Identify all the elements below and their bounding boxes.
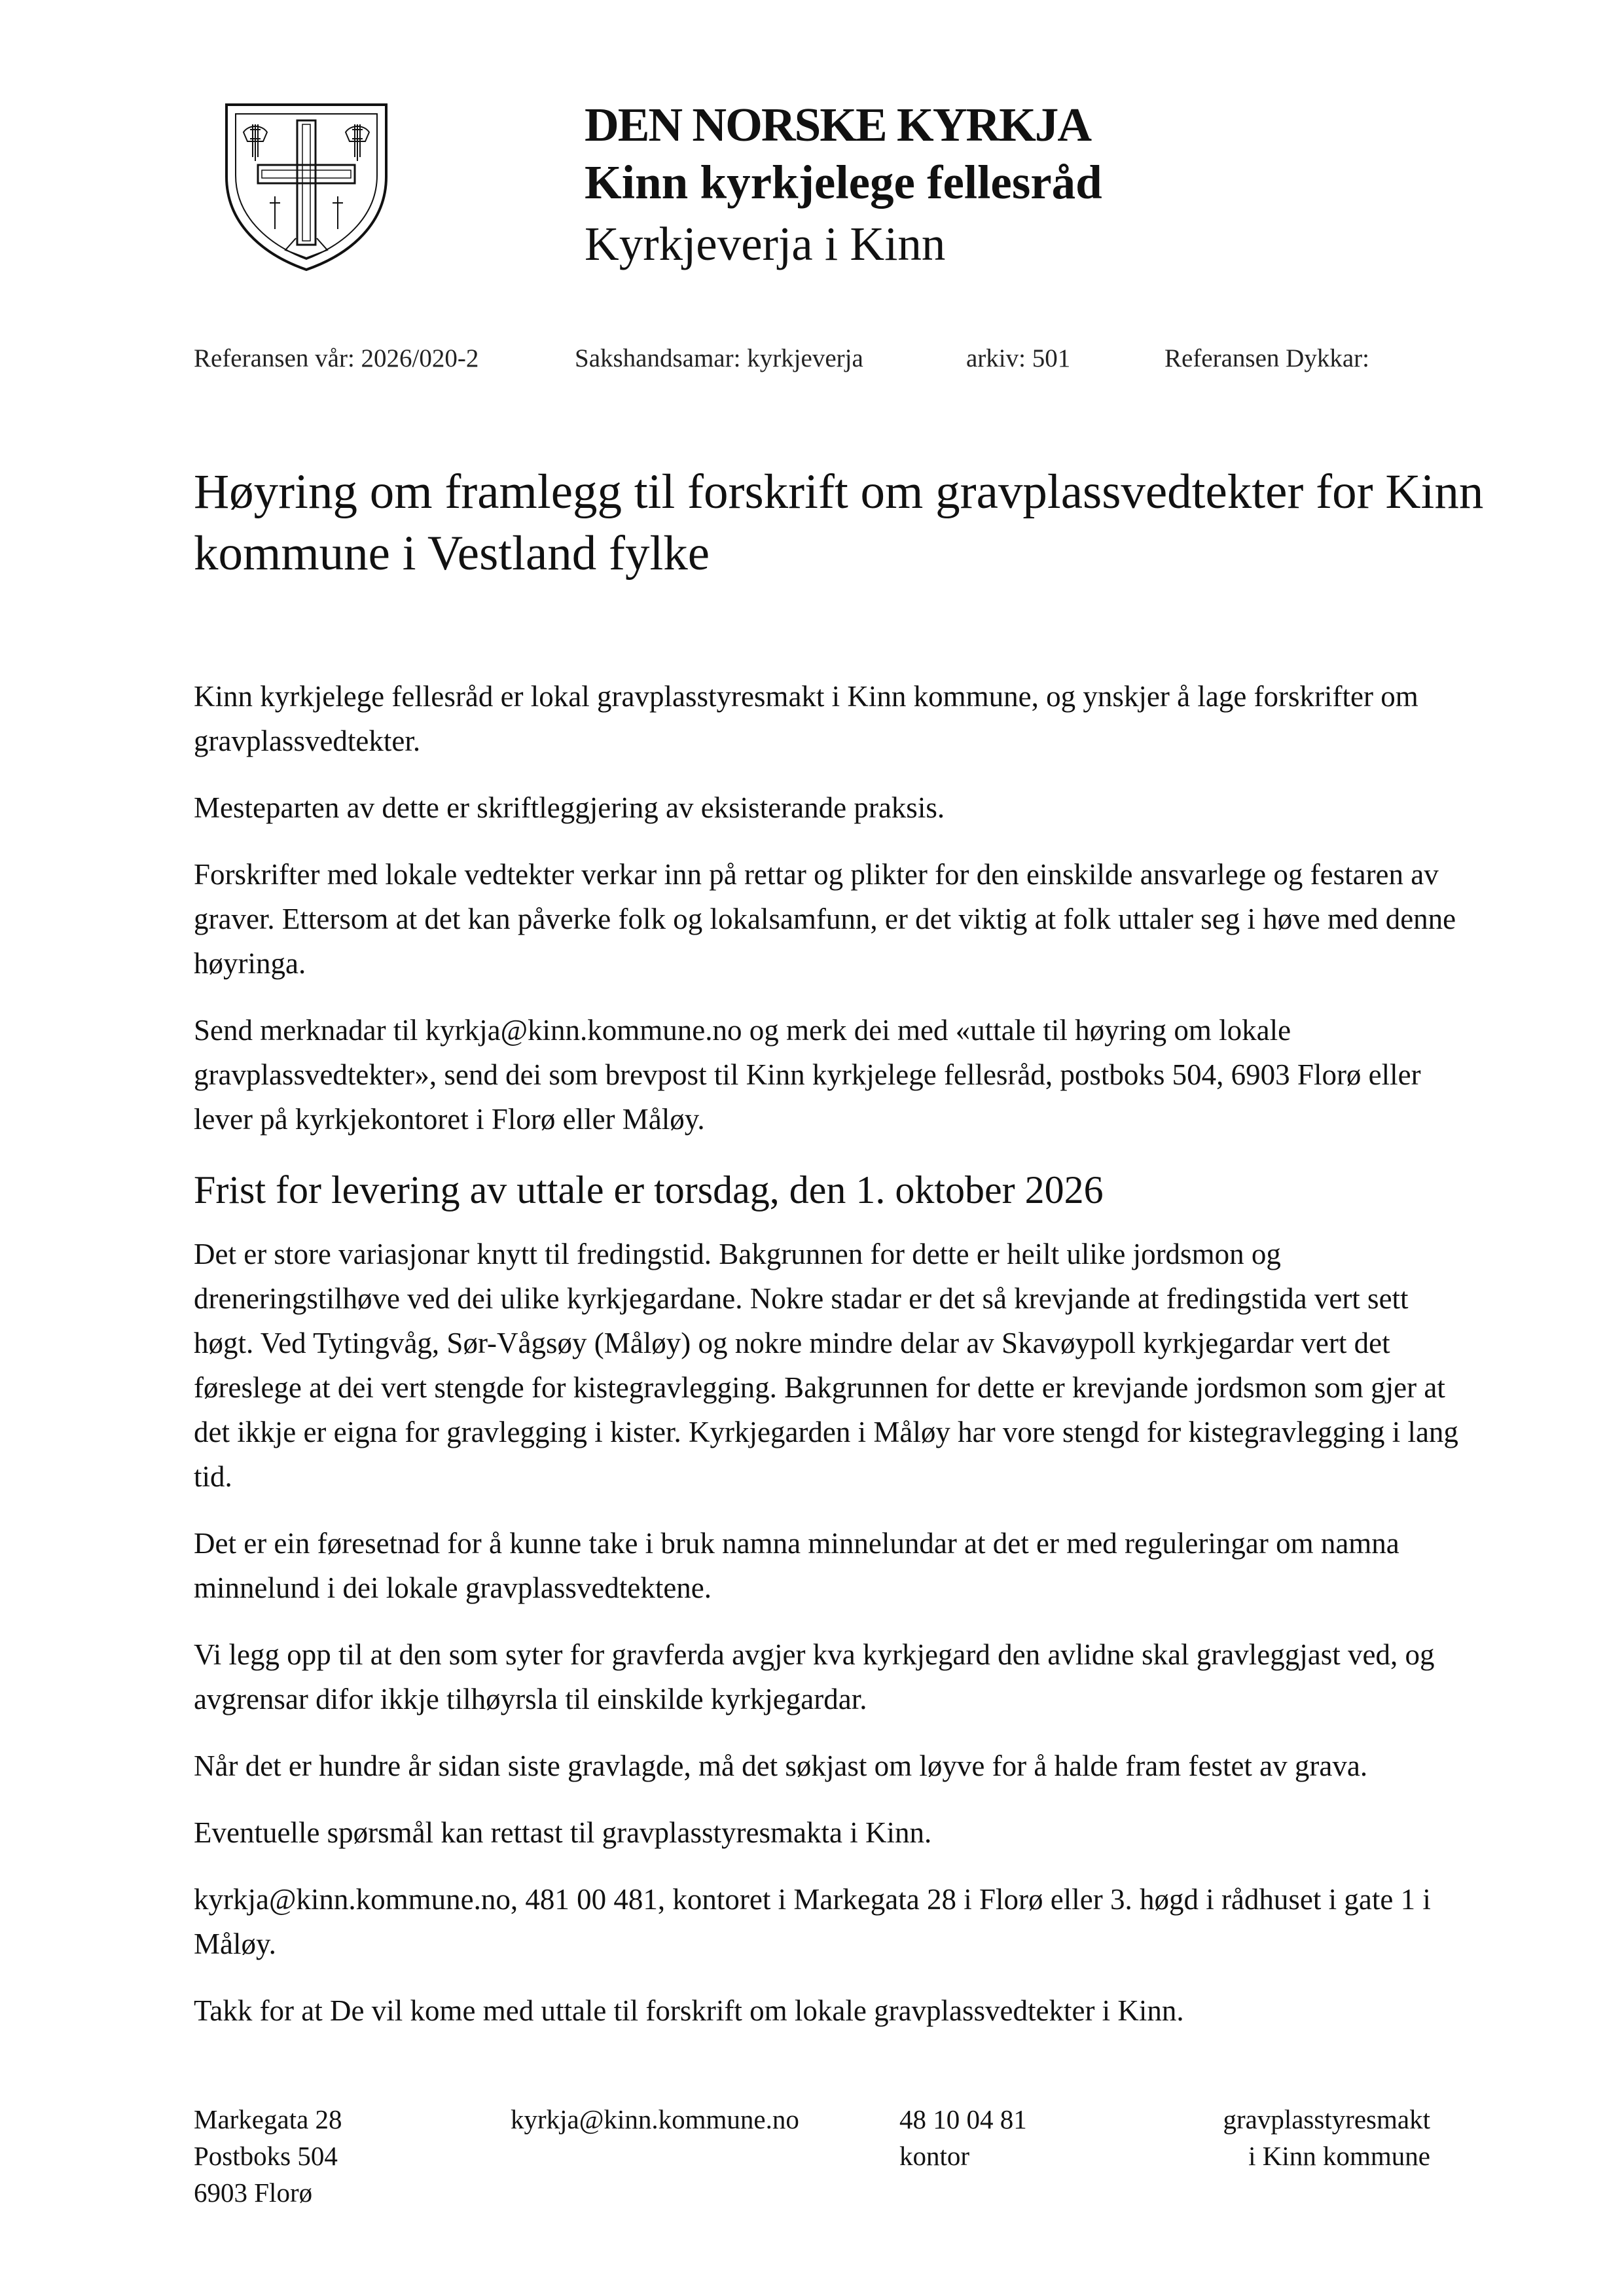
letter-body <box>194 674 1464 2055</box>
paragraph-thanks: Takk for at De vil kome med uttale til forskrift om lokale gravplassvedtekter i Kinn. <box>194 1994 1184 2027</box>
authority-line-2: i Kinn kommune <box>1248 2141 1430 2171</box>
org-header <box>585 98 1102 275</box>
council-name: Kinn kyrkjelege fellesråd <box>585 156 1102 209</box>
footer-authority <box>1223 2101 1430 2174</box>
office-name: Kyrkjeverja i Kinn <box>585 217 946 270</box>
footer-email: kyrkja@kinn.kommune.no <box>511 2104 799 2134</box>
org-name: DEN NORSKE KYRKJA <box>585 98 1091 151</box>
paragraph-rights: Forskrifter med lokale vedtekter verkar inn på rettar og plikter for den einskilde ansvarlege og festaren av graver. Ettersom at det kan påverke folk og lokalsamfunn, er det viktig at folk uttaler seg i høve med denne høyringa. <box>194 858 1456 980</box>
paragraph-questions: Eventuelle spørsmål kan rettast til gravplasstyresmakta i Kinn. <box>194 1816 932 1849</box>
page-title: Høyring om framlegg til forskrift om gravplassvedtekter for Kinn kommune i Vestland fylke <box>194 465 1484 581</box>
archive-number: arkiv: 501 <box>966 344 1071 372</box>
address-pobox: Postboks 504 <box>194 2141 338 2171</box>
address-street: Markegata 28 <box>194 2104 342 2134</box>
paragraph-peace-period: Det er store variasjonar knytt til fredingstid. Bakgrunnen for dette er heilt ulike jordsmon og dreneringstilhøve ved dei ulike kyrkjegardane. Nokre stadar er det så krevjande at fredingstida vert sett høgt. Ved Tytingvåg, Sør-Vågsøy (Måløy) og nokre mindre delar av Skavøypoll kyrkjegardar vert det føreslege at dei vert stengde for kistegravlegging. Bakgrunnen for dette er krevjande jordsmon som gjer at det ikkje er eigna for gravlegging i kister. Kyrkjegarden i Måløy har vore stengd for kistegravlegging i lang tid. <box>194 1238 1458 1493</box>
reference-yours: Referansen Dykkar: <box>1164 344 1369 372</box>
footer-address <box>194 2101 342 2211</box>
paragraph-submission: Send merknadar til kyrkja@kinn.kommune.no og merk dei med «uttale til høyring om lokale gravplassvedtekter», send dei som brevpost til Kinn kyrkjelege fellesråd, postboks 504, 6903 Florø eller lever på kyrkjekontoret i Florø eller Måløy. <box>194 1014 1421 1136</box>
reference-ours: Referansen vår: 2026/020-2 <box>194 344 479 372</box>
footer-phone <box>899 2101 1027 2174</box>
phone-number: 48 10 04 81 <box>899 2104 1027 2134</box>
paragraph-memorial-grove: Det er ein føresetnad for å kunne take i bruk namna minnelundar at det er med reguleringar om namna minnelund i dei lokale gravplassvedtektene. <box>194 1527 1399 1604</box>
paragraph-practice: Mesteparten av dette er skriftleggjering av eksisterande praksis. <box>194 791 945 824</box>
paragraph-intro: Kinn kyrkjelege fellesråd er lokal gravplasstyresmakt i Kinn kommune, og ynskjer å lage forskrifter om gravplassvedtekter. <box>194 680 1418 757</box>
church-shield-cross-icon <box>217 98 395 276</box>
paragraph-contact: kyrkja@kinn.kommune.no, 481 00 481, kontoret i Markegata 28 i Florø eller 3. høgd i rådhuset i gate 1 i Måløy. <box>194 1883 1431 1960</box>
case-handler: Sakshandsamar: kyrkjeverja <box>575 344 863 372</box>
authority-line-1: gravplasstyresmakt <box>1223 2104 1430 2134</box>
deadline-heading: Frist for levering av uttale er torsdag, den 1. oktober 2026 <box>194 1168 1104 1211</box>
paragraph-cemetery-choice: Vi legg opp til at den som syter for gravferda avgjer kva kyrkjegard den avlidne skal gravleggjast ved, og avgrensar difor ikkje tilhøyrsla til einskilde kyrkjegardar. <box>194 1638 1435 1715</box>
phone-label: kontor <box>899 2141 970 2171</box>
paragraph-hundred-years: Når det er hundre år sidan siste gravlagde, må det søkjast om løyve for å halde fram festet av grava. <box>194 1749 1368 1782</box>
address-city: 6903 Florø <box>194 2178 313 2208</box>
